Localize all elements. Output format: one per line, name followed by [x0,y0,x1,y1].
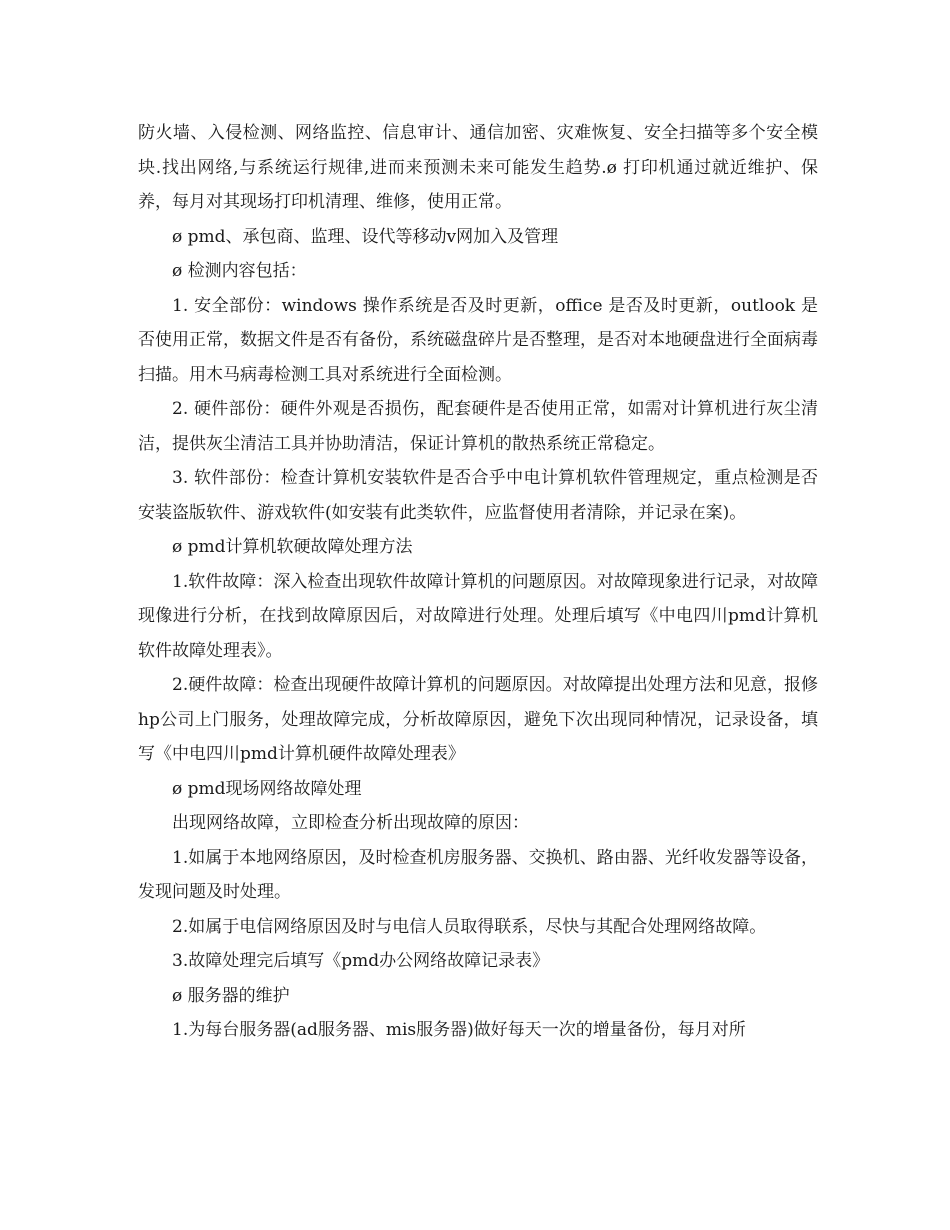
paragraph-intro: 防火墙、入侵检测、网络监控、信息审计、通信加密、灾难恢复、安全扫描等多个安全模块.找出网络,与系统运行规律,进而来预测未来可能发生趋势.ø 打印机通过就近维护、保养，每月对其现场打印机清理、维修，使用正常。 [138,123,818,212]
item-server-backup: 1.为每台服务器(ad服务器、mis服务器)做好每天一次的增量备份，每月对所 [172,1020,746,1040]
bullet-check-contents: ø 检测内容包括： [172,261,307,281]
item-software-fault: 1.软件故障：深入检查出现软件故障计算机的问题原因。对故障现象进行记录，对故障现像进行分析，在找到故障原因后，对故障进行处理。处理后填写《中电四川pmd计算机软件故障处理表》。 [138,571,818,661]
bullet-mobile-vnet: ø pmd、承包商、监理、设代等移动v网加入及管理 [172,226,559,247]
document-body [138,116,818,1048]
item-local-network: 1.如属于本地网络原因，及时检查机房服务器、交换机、路由器、光纤收发器等设备，发现问题及时处理。 [138,847,818,902]
bullet-server-maintenance: ø 服务器的维护 [172,985,290,1006]
item-security-part: 1. 安全部份：windows 操作系统是否及时更新，office 是否及时更新，outlook 是否使用正常，数据文件是否有备份，系统磁盘碎片是否整理，是否对本地硬盘进行全面病毒扫描。用木马病毒检测工具对系统进行全面检测。 [138,295,818,385]
bullet-fault-handling-method: ø pmd计算机软硬故障处理方法 [172,537,413,557]
item-hardware-part: 2. 硬件部份：硬件外观是否损伤，配套硬件是否使用正常，如需对计算机进行灰尘清洁，提供灰尘清洁工具并协助清洁，保证计算机的散热系统正常稳定。 [138,399,818,454]
item-telecom-network: 2.如属于电信网络原因及时与电信人员取得联系，尽快与其配合处理网络故障。 [172,916,767,937]
item-hardware-fault: 2.硬件故障：检查出现硬件故障计算机的问题原因。对故障提出处理方法和见意，报修hp公司上门服务，处理故障完成，分析故障原因，避免下次出现同种情况，记录设备，填写《中电四川pmd计算机硬件故障处理表》 [138,675,818,764]
paragraph-network-fault-intro: 出现网络故障，立即检查分析出现故障的原因： [172,813,529,833]
item-software-part: 3. 软件部份：检查计算机安装软件是否合乎中电计算机软件管理规定，重点检测是否安装盗版软件、游戏软件(如安装有此类软件，应监督使用者清除，并记录在案)。 [138,468,818,523]
bullet-network-fault: ø pmd现场网络故障处理 [172,778,362,799]
item-fault-record: 3.故障处理完后填写《pmd办公网络故障记录表》 [172,951,550,971]
